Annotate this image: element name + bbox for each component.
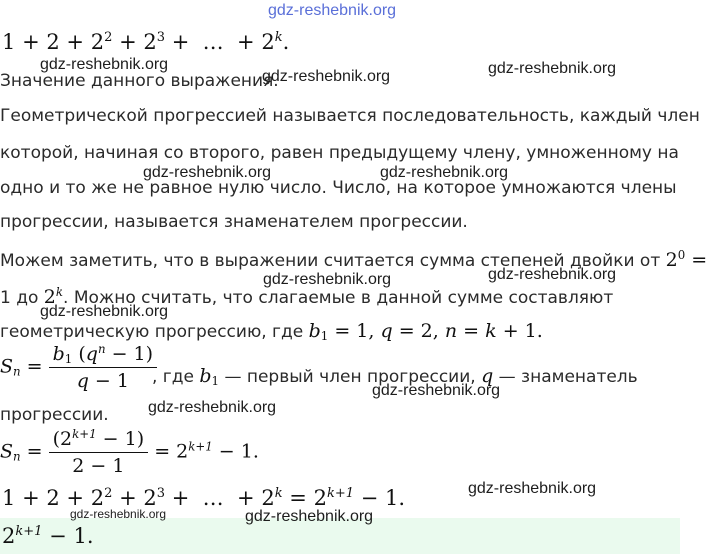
formula-explanation: прогрессии. [0, 405, 109, 425]
definition-line: которой, начиная со второго, равен предыдущему члену, умноженному на [0, 143, 679, 163]
answer: $2^{k+1} - 1$. [2, 524, 94, 548]
applied-formula: $S_n$ = $\frac{(2^{k+1} - 1)}{2 - 1}$ = $2^{k+1} - 1$. [0, 426, 259, 477]
caption: Значение данного выражения. [0, 71, 279, 91]
watermark: gdz-reshebnik.org [488, 266, 617, 283]
watermark: gdz-reshebnik.org [468, 480, 597, 497]
watermark: gdz-reshebnik.org [488, 60, 617, 77]
definition-line: прогрессии, называется знаменателем прогрессии. [0, 212, 468, 232]
watermark: gdz-reshebnik.org [148, 399, 277, 416]
note-line: геометрическую прогрессию, где $b_1 = 1$, q = 2, n = k + 1. [0, 320, 543, 343]
fraction: $\frac{b_1 (q^n - 1)}{q - 1}$ [49, 343, 157, 392]
fraction: $\frac{(2^{k+1} - 1)}{2 - 1}$ [49, 428, 149, 477]
formula-explanation: , где $b_1$ — первый член прогрессии, q — знаменатель [152, 365, 638, 388]
definition-line: одно и то же не равное нулю число. Число, на которое умножаются члены [0, 178, 677, 198]
watermark: gdz-reshebnik.org [263, 271, 392, 288]
definition-line: Геометрической прогрессией называется последовательность, каждый член [0, 106, 700, 126]
watermark: gdz-reshebnik.org [262, 68, 391, 85]
watermark-top: gdz-reshebnik.org [268, 2, 397, 19]
problem-expression: $1 + 2 + 2^2 + 2^3$ + … + 2$^k$. [2, 30, 290, 54]
watermark: gdz-reshebnik.org [40, 56, 169, 73]
watermark: gdz-reshebnik.org [143, 164, 272, 181]
watermark: gdz-reshebnik.org [380, 164, 509, 181]
final-equation: $1 + 2 + 2^2 + 2^3$ + … + $2^k = 2^{k+1} - 1$. [2, 486, 406, 510]
note-line: Можем заметить, что в выражении считается сумма степеней двойки от $2^0$ = [0, 247, 707, 271]
watermark: gdz-reshebnik.org [40, 303, 169, 320]
watermark: gdz-reshebnik.org [372, 382, 501, 399]
watermark: gdz-reshebnik.org [70, 507, 167, 521]
sum-formula: $S_n$ = $\frac{b_1 (q^n - 1)}{q - 1}$ [0, 343, 157, 392]
note-line: 1 до 2$^k$. Можно считать, что слагаемые в данной сумме составляют [0, 284, 614, 308]
watermark: gdz-reshebnik.org [245, 508, 374, 525]
